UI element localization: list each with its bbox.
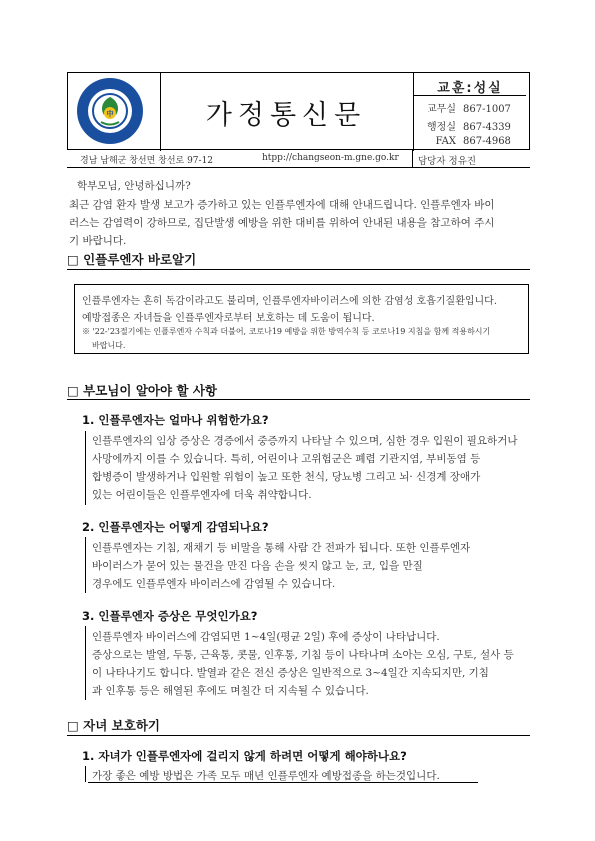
answer-bar bbox=[85, 766, 86, 782]
section-heading: □ 인플루엔자 바로알기 bbox=[67, 252, 197, 267]
school-url[interactable]: htpp://changseon-m.gne.go.kr bbox=[262, 153, 399, 163]
section-rule bbox=[67, 735, 530, 736]
page-title: 가정통신문 bbox=[205, 100, 367, 131]
contact-label: FAX bbox=[435, 136, 456, 147]
answer-line: 이 나타나기도 합니다. 발열과 같은 전신 증상은 일반적으로 3~4일간 지속되지만, 기침 bbox=[92, 667, 489, 679]
contact-value: 867-4968 bbox=[463, 136, 511, 147]
answer-line: 인플루엔자는 기침, 재채기 등 비말을 통해 사람 간 전파가 됩니다. 또한 인플루엔자 bbox=[92, 542, 471, 554]
answer-line: 가장 좋은 예방 방법은 가족 모두 매년 인플루엔자 예방접종을 하는것입니다. bbox=[92, 770, 440, 782]
greeting: 학부모님, 안녕하십니까? bbox=[77, 180, 191, 192]
answer-line: 인플루엔자 바이러스에 감염되면 1~4일(평균 2일) 후에 증상이 나타납니다. bbox=[92, 631, 440, 643]
contact-label: 교무실 bbox=[427, 104, 456, 115]
question: 1. 인플루엔자는 얼마나 위험한가요? bbox=[82, 413, 269, 427]
answer-line: 경우에도 인플루엔자 바이러스에 감염될 수 있습니다. bbox=[92, 578, 336, 590]
school-address: 경남 남해군 창선면 창선로 97-12 bbox=[80, 156, 214, 166]
section-rule bbox=[67, 269, 530, 270]
answer-line: 바이러스가 묻어 있는 물건을 만진 다음 손을 씻지 않고 눈, 코, 입을 만질 bbox=[92, 560, 423, 572]
section-heading: □ 자녀 보호하기 bbox=[67, 718, 160, 733]
contact-label: 행정실 bbox=[427, 122, 456, 133]
box-note: ※ '22-'23절기에는 인플루엔자 수칙과 더불어, 코로나19 예방을 위한 방역수칙 등 코로나19 지침을 함께 적용하시기 bbox=[82, 327, 491, 336]
box-line: 인플루엔자는 흔히 독감이라고도 불리며, 인플루엔자바이러스에 의한 감염성 호흡기질환입니다. bbox=[82, 296, 498, 307]
question: 3. 인플루엔자 증상은 무엇인가요? bbox=[82, 609, 258, 623]
answer-line: 있는 어린이들은 인플루엔자에 더욱 취약합니다. bbox=[92, 489, 312, 501]
contact-admin bbox=[418, 118, 511, 133]
question: 1. 자녀가 인플루엔자에 걸리지 않게 하려면 어떻게 해야하나요? bbox=[82, 749, 407, 763]
answer-bar bbox=[85, 431, 86, 505]
intro-line: 기 바랍니다. bbox=[69, 235, 127, 247]
contact-value: 867-1007 bbox=[463, 104, 511, 115]
answer-line: 증상으로는 발열, 두통, 근육통, 콧물, 인후통, 기침 등이 나타나며 소아는 오심, 구토, 설사 등 bbox=[92, 649, 514, 661]
answer-line: 인플루엔자의 임상 증상은 경증에서 중증까지 나타날 수 있으며, 심한 경우 입원이 필요하거나 bbox=[92, 435, 518, 447]
intro-line: 최근 감염 환자 발생 보고가 증가하고 있는 인플루엔자에 대해 안내드립니다. 인플루엔자 바이 bbox=[69, 199, 495, 211]
school-logo bbox=[76, 77, 144, 145]
answer-bar bbox=[85, 537, 86, 593]
intro-line: 러스는 감염력이 강하므로, 집단발생 예방을 위한 대비를 위하여 안내된 내용을 참고하여 주시 bbox=[69, 217, 495, 229]
answer-line: 사망에까지 이를 수 있습니다. 특히, 어린이나 고위험군은 폐렴 기관지염, 부비동염 등 bbox=[92, 453, 481, 465]
box-note: 바랍니다. bbox=[92, 341, 126, 350]
answer-underline bbox=[88, 782, 478, 783]
section-rule bbox=[67, 399, 530, 400]
svg-text:中: 中 bbox=[106, 110, 114, 118]
contact-value: 867-4339 bbox=[463, 122, 511, 133]
contact-office bbox=[418, 100, 511, 115]
answer-line: 합병증이 발생하거나 입원할 위험이 높고 또한 천식, 당뇨병 그리고 뇌· 신경계 장애가 bbox=[92, 471, 481, 483]
answer-bar bbox=[85, 626, 86, 700]
manager: 담당자 정유진 bbox=[418, 156, 477, 167]
section-heading: □ 부모님이 알아야 할 사항 bbox=[67, 383, 217, 398]
answer-line: 과 인후통 등은 해열된 후에도 며칠간 더 지속될 수 있습니다. bbox=[92, 685, 369, 697]
contact-fax bbox=[418, 136, 511, 147]
motto: 교훈:성실 bbox=[437, 81, 503, 96]
box-line: 예방접종은 자녀들을 인플루엔자로부터 보호하는 데 도움이 됩니다. bbox=[82, 313, 375, 324]
question: 2. 인플루엔자는 어떻게 감염되나요? bbox=[82, 520, 269, 534]
